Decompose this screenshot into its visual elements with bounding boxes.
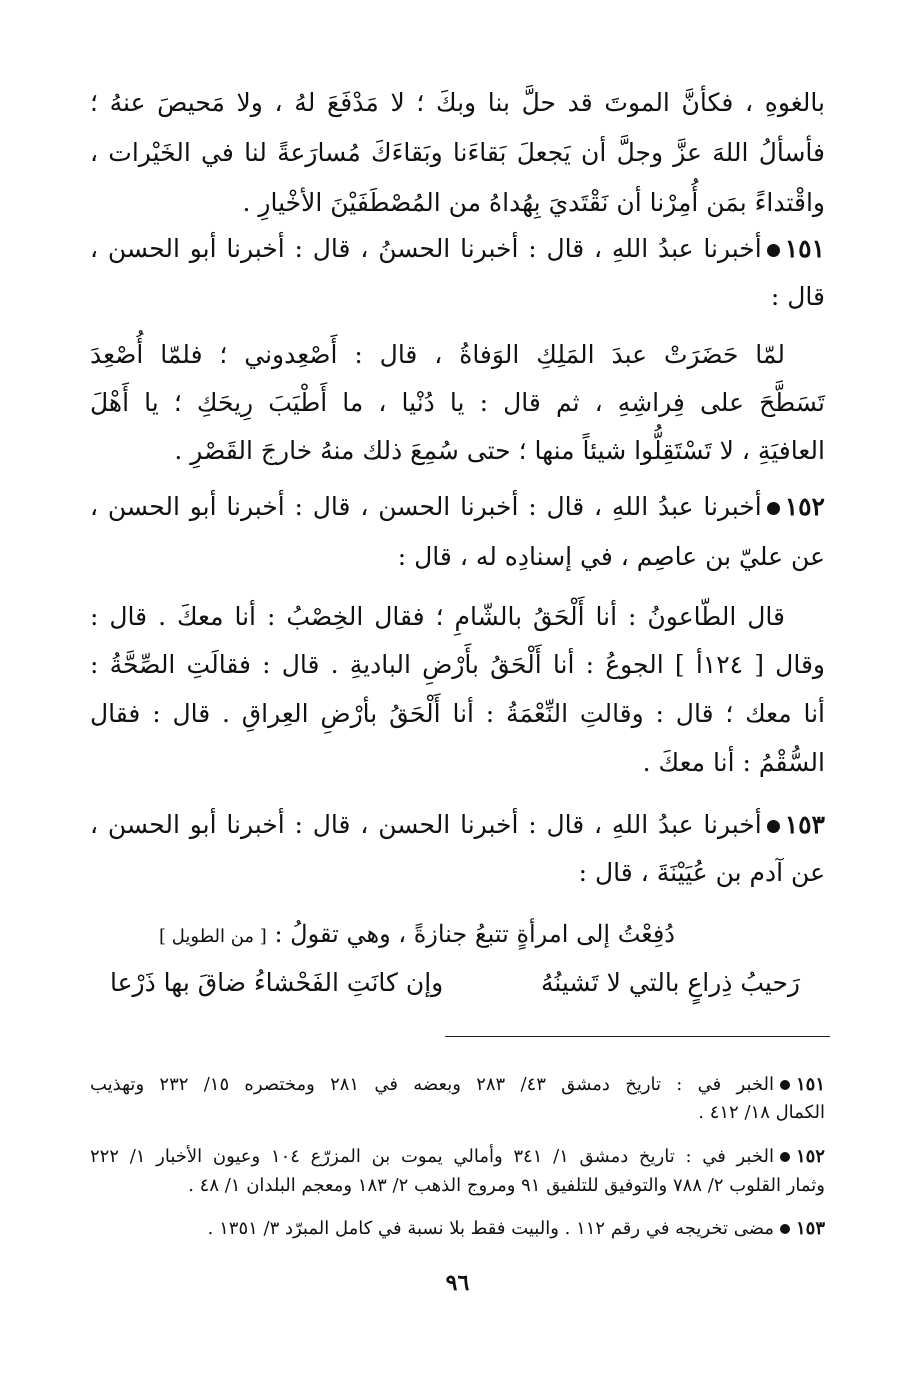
- hadith-152-text-line: قال الطّاعونُ : أنا أَلْحَقُ بالشّامِ ؛ فقال الخِصْبُ : أنا معكَ . قال :: [90, 602, 785, 631]
- footnote-151-line: [90, 1072, 825, 1098]
- isnad-text: أخبرنا عبدُ اللهِ ، قال : أخبرنا الحسنُ ، قال : أخبرنا أبو الحسن ،: [90, 234, 762, 263]
- bullet-icon: [780, 1080, 790, 1090]
- bullet-icon: [767, 502, 780, 515]
- hadith-153-chain-line: [90, 808, 825, 842]
- verse-intro-text: دُفِعْتُ إلى امرأةٍ تتبعُ جنازةً ، وهي تقولُ :: [274, 920, 675, 948]
- hadith-number: ١٥١: [784, 234, 825, 263]
- hadith-151-text-line: لمّا حَضَرَتْ عبدَ المَلِكِ الوَفاةُ ، قال : أَصْعِدوني ؛ فلمّا أُصْعِدَ: [90, 340, 785, 369]
- isnad-text: أخبرنا عبدُ اللهِ ، قال : أخبرنا الحسن ، قال : أخبرنا أبو الحسن ،: [90, 492, 762, 521]
- hadith-152-chain-line: عن عليّ بن عاصِم ، في إسنادِه له ، قال :: [397, 542, 825, 571]
- hadith-152-text-line: وقال [ ١٢٤أ ] الجوعُ : أنا أَلْحَقُ بأَرْضِ الباديةِ . قال : فقالَتِ الصِّحَّةُ :: [90, 650, 825, 679]
- verse-second-hemistich: وإن كانَتِ الفَحْشاءُ ضاقَ بها ذَرْعا: [110, 968, 444, 997]
- footnote-152-line: [90, 1144, 825, 1170]
- verse-first-hemistich: رَحيبُ ذِراعٍ بالتي لا تَشينُهُ: [540, 968, 800, 997]
- bullet-icon: [780, 1224, 790, 1234]
- footnote-divider: [445, 1036, 830, 1037]
- footnote-number: ١٥٢: [795, 1146, 825, 1167]
- hadith-152-text-line: السُّقْمُ : أنا معكَ .: [642, 748, 825, 777]
- meter-label: [ من الطويل ]: [159, 926, 267, 947]
- body-line: واقْتداءً بمَن أُمِرْنا أن نَقْتَديَ بِهُداهُ من المُصْطَفَيْنَ الأخْيارِ .: [242, 188, 825, 217]
- body-line: فأسألُ اللهَ عزَّ وجلَّ أن يَجعلَ بَقاءَنا وبَقاءَكَ مُسارَعةً لنا في الخَيْرات ،: [90, 138, 825, 167]
- bullet-icon: [767, 820, 780, 833]
- verse-intro: [159, 918, 675, 953]
- footnote-number: ١٥١: [796, 1074, 826, 1095]
- hadith-number: ١٥٣: [784, 810, 825, 839]
- page-number: ٩٦: [445, 1270, 470, 1296]
- hadith-152-chain-line: [90, 490, 825, 524]
- footnote-text: مضى تخريجه في رقم ١١٢ . والبيت فقط بلا نسبة في كامل المبرّد ٣/ ١٣٥١ .: [207, 1218, 774, 1239]
- hadith-153-chain-line: عن آدم بن عُيَيْنَةَ ، قال :: [578, 858, 825, 887]
- footnote-text: الخبر في : تاريخ دمشق ٤٣/ ٢٨٣ وبعضه في ٢٨١ ومختصره ١٥/ ٢٣٢ وتهذيب: [90, 1074, 774, 1095]
- isnad-text: أخبرنا عبدُ اللهِ ، قال : أخبرنا الحسن ، قال : أخبرنا أبو الحسن ،: [90, 810, 762, 839]
- footnote-151-line: الكمال ١٨/ ٤١٢ .: [698, 1102, 825, 1123]
- bullet-icon: [780, 1152, 790, 1162]
- footnote-153-line: [208, 1216, 825, 1242]
- hadith-number: ١٥٢: [784, 492, 825, 521]
- bullet-icon: [767, 244, 780, 257]
- hadith-151-text-line: تَسَطَّحَ على فِراشِهِ ، ثم قال : يا دُنْيا ، ما أَطْيَبَ رِيحَكِ ؛ يا أَهْلَ: [90, 388, 825, 417]
- body-line: بالغوهِ ، فكأنَّ الموتَ قد حلَّ بنا وبكَ ؛ لا مَدْفَعَ لهُ ، ولا مَحيصَ عنهُ ؛: [90, 88, 825, 117]
- footnote-152-line: وثمار القلوب ٢/ ٧٨٨ والتوفيق للتلفيق ٩١ ومروج الذهب ٢/ ١٨٣ ومعجم البلدان ١/ ٤٨ .: [188, 1175, 825, 1196]
- hadith-151-text-line: العافيَةِ ، لا تَسْتَقِلُّوا شيئاً منها ؛ حتى سُمِعَ ذلك منهُ خارجَ القَصْرِ .: [174, 436, 825, 465]
- hadith-151-chain-line: [90, 232, 825, 266]
- footnote-number: ١٥٣: [795, 1218, 825, 1239]
- hadith-151-chain-line: قال :: [770, 282, 825, 311]
- footnote-text: الخبر في : تاريخ دمشق ١/ ٣٤١ وأمالي يموت بن المزرّع ١٠٤ وعيون الأخبار ١/ ٢٢٢: [90, 1146, 774, 1167]
- hadith-152-text-line: أنا معك ؛ قال : وقالتِ النِّعْمَةُ : أنا أَلْحَقُ بأرْضِ العِراقِ . قال : فقال: [90, 699, 825, 728]
